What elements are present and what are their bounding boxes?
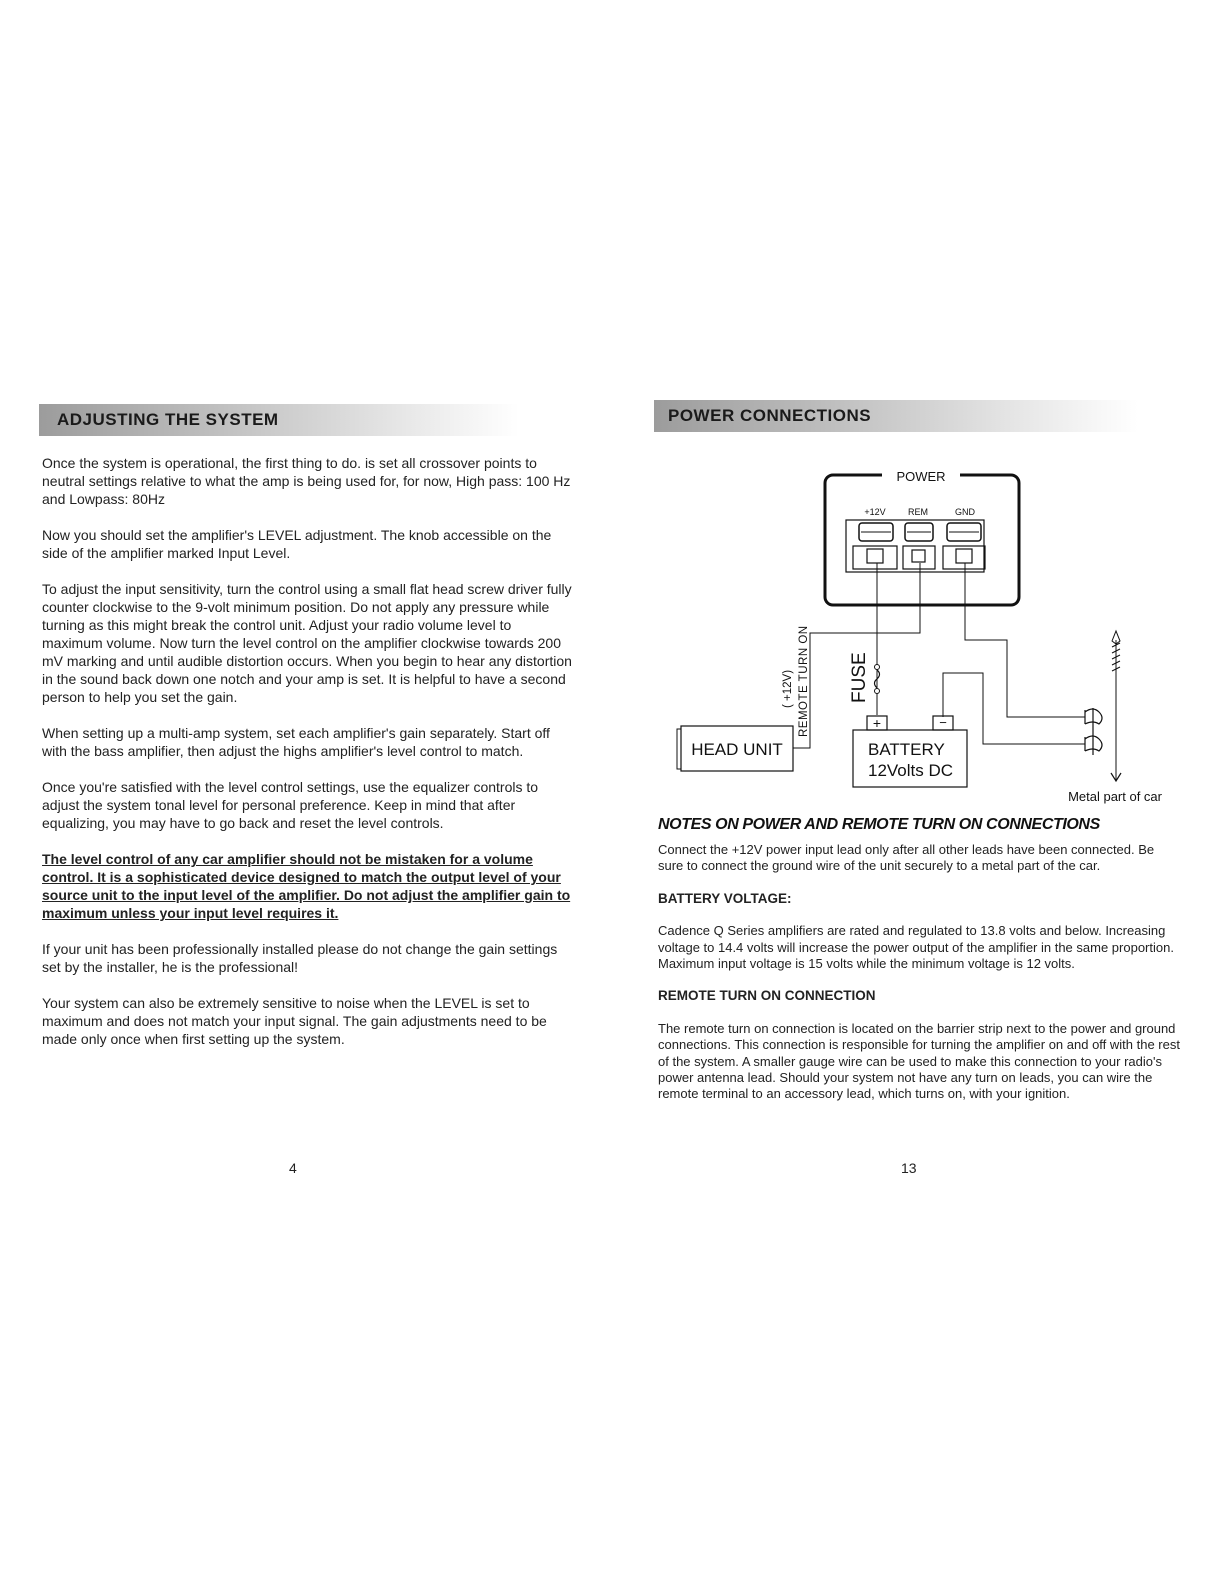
remote-voltage-label: ( +12V) [782,669,794,708]
paragraph: Once you're satisfied with the level control settings, use the equalizer controls to adjust the system tonal level for personal preference. Keep in mind that after equalizing, you may have to go back and reset the level controls. [42,779,539,831]
warning-paragraph: The level control of any car amplifier should not be mistaken for a volume control. It is a sophisticated device designed to match the output level of your source unit to the input level of the amplifier. Do not adjust the amplifier gain to maximum unless your input level requires it. [42,851,571,921]
paragraph: Once the system is operational, the first thing to do. is set all crossover points to neutral settings relative to what the amp is being used for, for now, High pass: 100 Hz and Lowpass: 80Hz [42,455,571,507]
wiring-diagram [660,465,1190,810]
battery-negative-label: − [939,715,947,730]
battery-voltage-label: 12Volts DC [868,761,954,780]
paragraph: Your system can also be extremely sensitive to noise when the LEVEL is set to maximum and does not match your input signal. The gain adjustments need to be made only once when first setting up the system. [42,995,547,1047]
ground-label: Metal part of car [1068,789,1162,804]
battery-voltage-heading: BATTERY VOLTAGE: [658,890,792,906]
heading-text: POWER CONNECTIONS [668,406,872,425]
amplifier-power-block [825,475,1019,605]
page-number-right: 13 [901,1160,917,1176]
paragraph: To adjust the input sensitivity, turn the control using a small flat head screw driver fully counter clockwise to the 9-volt minimum position. Do not apply any pressure while turning as this might break the control unit. Adjust your radio volume level to maximum volume. Now turn the level control on the amplifier clockwise towards 200 mV marking and until audible distortion occurs. When you begin to hear any distortion in the sound back down one notch and your amp is set. It is helpful to have a second person to help you set the gain. [42,581,572,705]
fuse-label: FUSE [849,652,870,703]
terminal-rem-label: REM [908,507,928,517]
remote-turn-on-paragraph: The remote turn on connection is located on the barrier strip next to the power and ground connections. This connection is responsible for turning the amplifier on and off with the rest of the system. A smaller gauge wire can be used to make this connection to your radio's power antenna lead. Should your system not have any turn on leads, you can wire the remote terminal to an accessory lead, which turns on, with your ignition. [658,1020,1180,1102]
notes-paragraph: Connect the +12V power input lead only after all other leads have been connected. Be sure to connect the ground wire of the unit securely to a metal part of the car. [658,842,1155,874]
terminal-gnd-icon [943,523,985,569]
page-number-left: 4 [289,1160,297,1176]
section-heading-adjusting [39,404,519,436]
fuse-icon [875,665,880,694]
paragraph: Now you should set the amplifier's LEVEL adjustment. The knob accessible on the side of the amplifier marked Input Level. [42,527,552,561]
terminal-12v-label: +12V [864,507,886,517]
terminal-12v-icon [853,523,897,569]
left-page-body [42,454,572,1066]
power-label: POWER [896,469,946,484]
remote-turn-on-label: REMOTE TURN ON [798,625,810,737]
notes-title: NOTES ON POWER AND REMOTE TURN ON CONNECTIONS [658,816,1100,833]
head-unit-label: HEAD UNIT [691,740,783,759]
paragraph: When setting up a multi-amp system, set each amplifier's gain separately. Start off with the bass amplifier, then adjust the highs amplifier's level control to match. [42,725,550,759]
terminal-gnd-label: GND [955,507,975,517]
paragraph: If your unit has been professionally installed please do not change the gain settings set by the installer, he is the professional! [42,941,558,975]
battery-positive-label: + [872,715,882,731]
heading-text: ADJUSTING THE SYSTEM [57,410,279,429]
ground-connector-icon [1085,708,1102,755]
remote-turn-on-heading: REMOTE TURN ON CONNECTION [658,988,876,1004]
battery-label: BATTERY [868,740,945,759]
section-heading-power [654,400,1138,432]
battery-voltage-paragraph: Cadence Q Series amplifiers are rated and regulated to 13.8 volts and below. Increasing voltage to 14.4 volts will increase the power output of the amplifier in the same proportion. Maximum input voltage is 15 volts while the minimum voltage is 12 volts. [658,923,1174,972]
terminal-rem-icon [903,523,935,569]
wire-battery-negative [943,673,1085,744]
right-page-body [658,842,1182,1119]
chassis-bolt-icon [1111,631,1121,781]
